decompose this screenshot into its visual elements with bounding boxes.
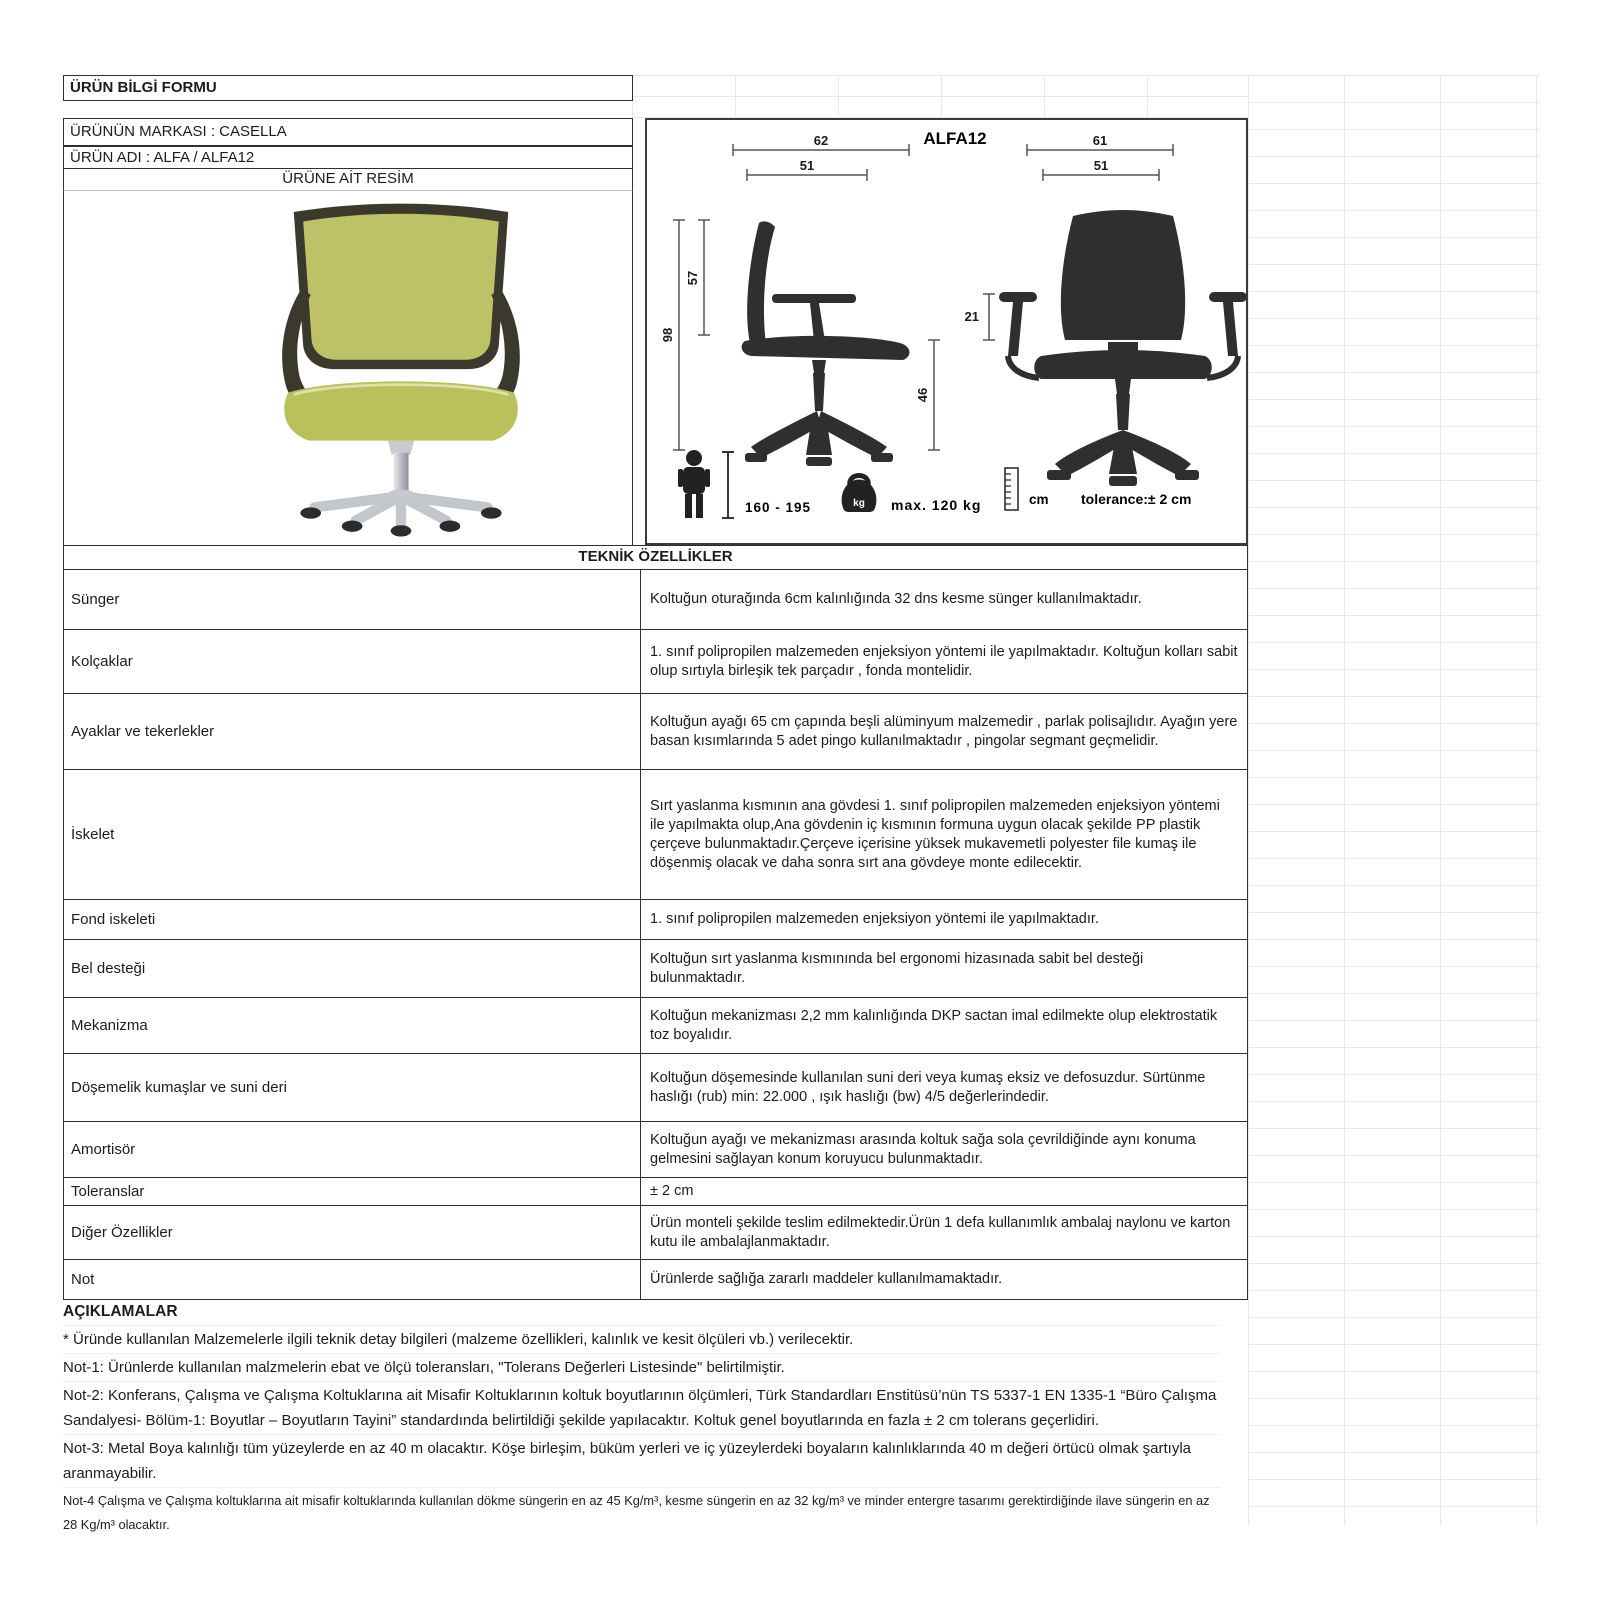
table-row xyxy=(64,769,1247,899)
note-line: * Üründe kullanılan Malzemelerle ilgili teknik detay bilgileri (malzeme özellikleri, kalınlık ve kesit ölçüleri vb.) verilecektir. xyxy=(63,1325,1221,1353)
spec-value: ± 2 cm xyxy=(650,1183,694,1199)
spec-label: Not xyxy=(64,1260,641,1299)
chair-base xyxy=(300,441,501,537)
dim-side-seat-width: 51 xyxy=(799,158,815,173)
spec-label: Sünger xyxy=(64,570,641,629)
back-view-diagram xyxy=(999,210,1247,486)
person-height-icon xyxy=(678,450,734,518)
dim-side-overall-width: 62 xyxy=(813,133,829,148)
note-line: Not-4 Çalışma ve Çalışma koltuklarına ait misafir koltuklarında kullanılan dökme süngerin en az 45 Kg/m³, kesme süngerin en az 32 kg/m³ ve minder entergre tasarımı gerektirdiğinde ilave süngerin en az 28 Kg/m³ olacaktır. xyxy=(63,1487,1221,1538)
note-line: Not-1: Ürünlerde kullanılan malzmelerin ebat ve ölçü toleransları, "Tolerans Değerleri Listesinde" belirtilmiştir. xyxy=(63,1353,1221,1381)
dim-back-seat-width: 51 xyxy=(1093,158,1109,173)
spec-label: Kolçaklar xyxy=(64,630,641,693)
spec-label: İskelet xyxy=(64,770,641,899)
table-row xyxy=(64,1121,1247,1177)
spec-value: Ürünlerde sağlığa zararlı maddeler kullanılmamaktadır. xyxy=(650,1271,1003,1287)
dim-side-back-height: 57 xyxy=(685,270,700,286)
spec-value: Koltuğun mekanizması 2,2 mm kalınlığında DKP sactan imal edilmekte olup elektrostatik toz boyalıdır. xyxy=(650,1007,1218,1043)
table-row xyxy=(64,997,1247,1053)
spreadsheet-grid-top xyxy=(632,75,1248,118)
max-weight-label: max. 120 kg xyxy=(891,497,982,513)
brand-line: ÜRÜNÜN MARKASI : CASELLA xyxy=(63,118,633,146)
chair-seat xyxy=(284,381,518,440)
spec-table xyxy=(63,545,1248,1300)
chair-backrest xyxy=(294,204,508,370)
chair-photo xyxy=(236,197,566,545)
spec-label: Ayaklar ve tekerlekler xyxy=(64,694,641,769)
image-caption: ÜRÜNE AİT RESİM xyxy=(63,169,633,191)
spec-label: Toleranslar xyxy=(64,1178,641,1205)
explanations-title: AÇIKLAMALAR xyxy=(63,1303,178,1320)
spreadsheet-grid-right xyxy=(1248,75,1540,1525)
unit-label: cm xyxy=(1029,492,1049,507)
spec-value: 1. sınıf polipropilen malzemeden enjeksiyon yöntemi ile yapılmaktadır. xyxy=(650,911,1099,927)
spec-table-header: TEKNİK ÖZELLİKLER xyxy=(578,548,733,565)
spec-label: Fond iskeleti xyxy=(64,900,641,939)
table-row xyxy=(64,629,1247,693)
dim-armrest-height: 21 xyxy=(964,309,979,324)
spec-label: Bel desteği xyxy=(64,940,641,997)
technical-drawing-box xyxy=(645,118,1248,545)
table-row xyxy=(64,939,1247,997)
dim-back-overall-width: 61 xyxy=(1092,133,1108,148)
tolerance-label: tolerance:± 2 cm xyxy=(1081,491,1192,507)
dim-side-seat-height: 46 xyxy=(915,387,930,403)
spec-value: Koltuğun ayağı 65 cm çapında beşli alüminyum malzemedir , parlak polisajlıdır. Ayağın yere basan kısımlarında 5 adet pingo kullanılmaktadır , pingolar segmant geçmelidir. xyxy=(650,713,1238,749)
spec-label: Amortisör xyxy=(64,1122,641,1177)
note-line: Not-2: Konferans, Çalışma ve Çalışma Koltuklarına ait Misafir Koltuklarının koltuk boyutlarının ölçümleri, Türk Standardları Enstitüsü’nün TS 5337-1 EN 1335-1 “Büro Çalışma Sandalyesi- Bölüm-1: Boyutlar – Boyutların Tayini” standardında belirtildiği şekilde yapılacaktır. Koltuk genel boyutlarında en fazla ± 2 cm tolerans geçerlidiri. xyxy=(63,1381,1221,1434)
spec-value: Koltuğun sırt yaslanma kısmınında bel ergonomi hizasınada sabit bel desteği bulunmaktadır. xyxy=(650,950,1144,986)
weight-icon xyxy=(842,476,877,513)
spec-value: Koltuğun ayağı ve mekanizması arasında koltuk sağa sola çevrildiğinde aynı konuma gelmesini sağlayan konum koruyucu bulunmaktadır. xyxy=(650,1131,1196,1167)
technical-drawing xyxy=(647,120,1250,547)
spec-value: Koltuğun oturağında 6cm kalınlığında 32 dns kesme sünger kullanılmaktadır. xyxy=(650,591,1142,607)
table-row xyxy=(64,693,1247,769)
side-view-diagram xyxy=(742,221,910,466)
product-line: ÜRÜN ADI : ALFA / ALFA12 xyxy=(63,146,633,169)
ruler-icon xyxy=(1005,468,1018,510)
user-height-range-label: 160 - 195 xyxy=(745,500,812,515)
spec-value: Sırt yaslanma kısmının ana gövdesi 1. sınıf polipropilen malzemeden enjeksiyon yöntemi ile yapılmakta olup,Ana gövdenin iç kısmının formuna uygun olacak şekilde PP plastik çerçeve bulunmaktadır.Çerçeve içerisine yüksek mukavemetli polyester file kumaş ile döşenmiş olacak ve daha sonra sırt ana gövdeye monte edilecektir. xyxy=(650,797,1220,871)
spec-label: Döşemelik kumaşlar ve suni deri xyxy=(64,1054,641,1121)
model-label: ALFA12 xyxy=(923,129,987,148)
table-row xyxy=(64,1053,1247,1121)
table-row xyxy=(64,1177,1247,1205)
spec-value: Ürün monteli şekilde teslim edilmektedir.Ürün 1 defa kullanımlık ambalaj naylonu ve karton kutu ile ambalajlanmaktadır. xyxy=(650,1214,1231,1250)
spec-value: Koltuğun döşemesinde kullanılan suni deri veya kumaş eksiz ve defosuzdur. Sürtünme haslığı (rub) min: 22.000 , ışık haslığı (bw) 4/5 değerlerindedir. xyxy=(650,1069,1206,1105)
spec-value: 1. sınıf polipropilen malzemeden enjeksiyon yöntemi ile yapılmaktadır. Koltuğun kolları sabit olup sırtıyla birleşik tek parçadır , fonda montelidir. xyxy=(650,643,1238,679)
table-row xyxy=(64,569,1247,629)
weight-unit-glyph: kg xyxy=(853,498,865,509)
table-row xyxy=(64,899,1247,939)
table-row xyxy=(64,1259,1247,1299)
note-line: Not-3: Metal Boya kalınlığı tüm yüzeylerde en az 40 m olacaktır. Köşe birleşim, büküm yerleri ve iç yüzeylerdeki boyaların kalınlıklarında 40 m değeri örtücü olmak şartıyla aranmayabilir. xyxy=(63,1434,1221,1487)
form-title: ÜRÜN BİLGİ FORMU xyxy=(63,75,633,101)
spec-label: Diğer Özellikler xyxy=(64,1206,641,1259)
spec-label: Mekanizma xyxy=(64,998,641,1053)
explanations-section xyxy=(63,1300,1221,1538)
table-row xyxy=(64,1205,1247,1259)
product-photo-box xyxy=(63,191,633,545)
dim-side-total-height: 98 xyxy=(660,327,675,343)
